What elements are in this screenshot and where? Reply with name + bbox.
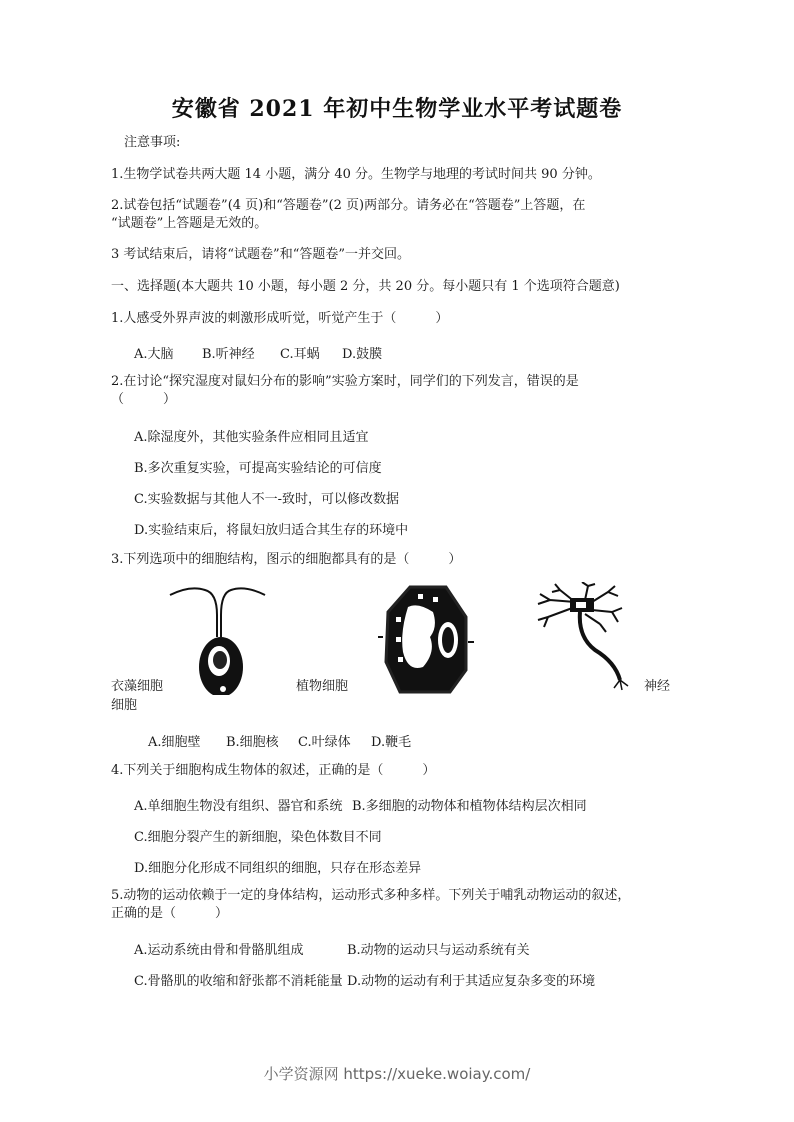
figure-label-cell: 细胞 <box>111 698 138 713</box>
question-1-stem: 1.人感受外界声波的刺激形成听觉，听觉产生于（ ） <box>111 311 449 326</box>
question-2-stem: 2.在讨论“探究湿度对鼠妇分布的影响”实验方案时，同学们的下列发言，错误的是 <box>111 374 579 389</box>
question-4-option-d: D.细胞分化形成不同组织的细胞，只存在形态差异 <box>134 861 422 876</box>
notice-item-1: 1.生物学试卷共两大题 14 小题，满分 40 分。生物学与地理的考试时间共 90 分钟。 <box>111 167 601 182</box>
page-title: 安徽省 2021 年初中生物学业水平考试题卷 <box>171 96 623 122</box>
figure-label-plant-cell: 植物细胞 <box>296 679 349 694</box>
question-5-stem-cont: 正确的是（ ） <box>111 906 229 921</box>
question-3-option-a: A.细胞壁 <box>148 735 201 750</box>
neuron-image <box>530 582 640 692</box>
question-5-option-d: D.动物的运动有利于其适应复杂多变的环境 <box>347 974 596 989</box>
question-1-option-d: D.鼓膜 <box>342 347 383 362</box>
question-5-option-a: A.运动系统由骨和骨骼肌组成 <box>134 943 304 958</box>
question-5-option-c: C.骨骼肌的收缩和舒张都不消耗能量 <box>134 974 343 989</box>
question-5-stem: 5.动物的运动依赖于一定的身体结构，运动形式多种多样。下列关于哺乳动物运动的叙述， <box>111 888 631 903</box>
question-2-stem-cont: （ ） <box>111 392 177 407</box>
question-2-option-d: D.实验结束后，将鼠妇放归适合其生存的环境中 <box>134 523 409 538</box>
question-4-option-b: B.多细胞的动物体和植物体结构层次相同 <box>352 799 587 814</box>
question-3-option-c: C.叶绿体 <box>298 735 351 750</box>
question-1-option-b: B.听神经 <box>202 347 255 362</box>
plant-cell-image <box>378 582 478 697</box>
question-3-option-d: D.鞭毛 <box>371 735 412 750</box>
question-1-option-a: A.大脑 <box>134 347 174 362</box>
question-4-option-a: A.单细胞生物没有组织、器官和系统 <box>134 799 343 814</box>
notice-heading: 注意事项: <box>124 135 181 150</box>
question-3-stem: 3.下列选项中的细胞结构，图示的细胞都具有的是（ ） <box>111 552 462 567</box>
question-5-option-b: B.动物的运动只与运动系统有关 <box>347 943 530 958</box>
question-2-option-b: B.多次重复实验，可提高实验结论的可信度 <box>134 461 382 476</box>
footer-watermark: 小学资源网 https://xueke.woiay.com/ <box>263 1065 531 1083</box>
question-3-option-b: B.细胞核 <box>226 735 279 750</box>
figure-label-chlamydomonas: 衣藻细胞 <box>111 679 164 694</box>
notice-item-3: 3 考试结束后，请将“试题卷”和“答题卷”一并交回。 <box>111 247 410 262</box>
section-heading: 一、选择题(本大题共 10 小题，每小题 2 分，共 20 分。每小题只有 1 个选项符合题意) <box>111 279 620 294</box>
question-2-option-c: C.实验数据与其他人不一-致时，可以修改数据 <box>134 492 400 507</box>
notice-item-2-cont: “试题卷”上答题是无效的。 <box>111 216 268 231</box>
question-4-option-c: C.细胞分裂产生的新细胞，染色体数目不同 <box>134 830 382 845</box>
notice-item-2: 2.试卷包括“试题卷”(4 页)和“答题卷”(2 页)两部分。请务必在“答题卷”上答题，在 <box>111 198 586 213</box>
question-1-option-c: C.耳蜗 <box>280 347 320 362</box>
figure-label-neuron: 神经 <box>644 679 671 694</box>
question-4-stem: 4.下列关于细胞构成生物体的叙述，正确的是（ ） <box>111 763 436 778</box>
question-2-option-a: A.除湿度外，其他实验条件应相同且适宜 <box>134 430 369 445</box>
chlamydomonas-cell-image <box>165 585 275 695</box>
